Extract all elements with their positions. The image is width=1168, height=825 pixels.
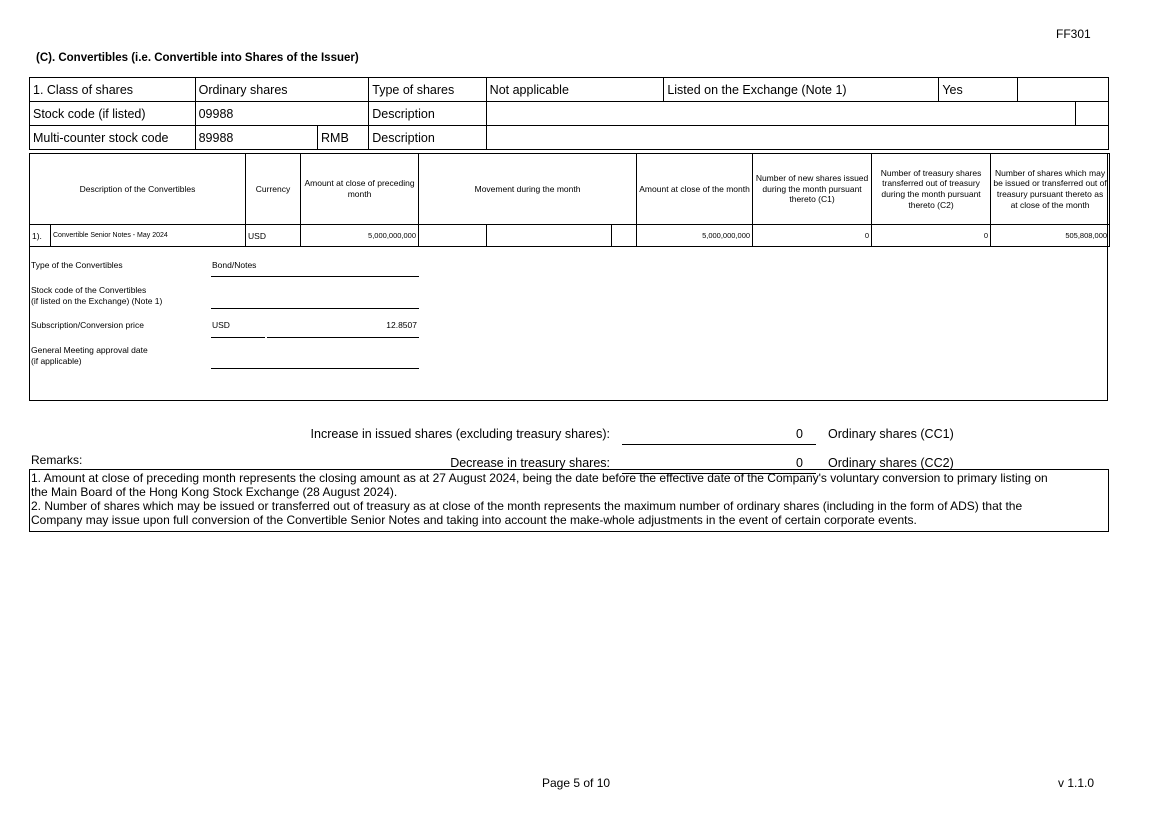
stock-code-underline (211, 308, 419, 309)
remarks-title: Remarks: (31, 453, 83, 467)
conversion-price-label: Subscription/Conversion price (31, 320, 144, 330)
increase-value: 0 (796, 427, 803, 441)
col-may-be-issued: Number of shares which may be issued or transferred out of treasury pursuant thereto as at close of the month (991, 154, 1110, 225)
col-amount-close: Amount at close of the month (637, 154, 753, 225)
col-currency: Currency (246, 154, 301, 225)
row-movement-3 (612, 225, 637, 247)
row-movement-1 (419, 225, 487, 247)
remarks-line: Company may issue upon full conversion of the Convertible Senior Notes and taking into account the make-whole adjustments in the event of certain corporate events. (31, 513, 917, 527)
remarks-box (29, 469, 1109, 532)
header-row-stock-code (30, 102, 1109, 126)
type-of-convertibles-value: Bond/Notes (212, 260, 257, 270)
row-treasury-shares: 0 (872, 225, 991, 247)
col-amount-preceding: Amount at close of preceding month (301, 154, 419, 225)
row-movement-2 (487, 225, 612, 247)
class-of-shares-value: Ordinary shares (195, 78, 369, 102)
increase-unit: Ordinary shares (CC1) (828, 427, 954, 441)
description-label: Description (369, 102, 486, 126)
row-description: Convertible Senior Notes - May 2024 (51, 225, 246, 247)
price-currency-underline (211, 337, 265, 338)
listed-label: Listed on the Exchange (Note 1) (664, 78, 939, 102)
row-currency: USD (246, 225, 301, 247)
multi-counter-label: Multi-counter stock code (30, 126, 196, 150)
share-class-header-table (29, 77, 1109, 150)
header-row-class (30, 78, 1109, 102)
increase-label: Increase in issued shares (excluding treasury shares): (310, 427, 610, 441)
multi-counter-value: 89988 (195, 126, 317, 150)
increase-underline (622, 444, 816, 445)
row-index: 1). (30, 225, 51, 247)
listed-value: Yes (939, 78, 1017, 102)
class-of-shares-label: 1. Class of shares (30, 78, 196, 102)
convertibles-header-row (30, 154, 1110, 225)
convertibles-stock-code-label: Stock code of the Convertibles (31, 285, 147, 295)
form-code: FF301 (1056, 27, 1091, 41)
version-label: v 1.1.0 (1058, 776, 1095, 790)
conversion-price-value: 12.8507 (386, 320, 417, 330)
description-blank (1075, 102, 1108, 126)
type-of-shares-value: Not applicable (486, 78, 664, 102)
multi-description-value (486, 126, 1108, 150)
approval-date-sublabel: (if applicable) (31, 356, 82, 366)
convertibles-table (29, 153, 1110, 247)
row-may-be-issued: 505,808,000 (991, 225, 1110, 247)
decrease-unit: Ordinary shares (CC2) (828, 456, 954, 470)
stock-code-label: Stock code (if listed) (30, 102, 196, 126)
header-row-multi-counter (30, 126, 1109, 150)
multi-counter-currency: RMB (318, 126, 369, 150)
row-amount-close: 5,000,000,000 (637, 225, 753, 247)
description-value (486, 102, 1075, 126)
row-new-shares: 0 (753, 225, 872, 247)
col-movement: Movement during the month (419, 154, 637, 225)
col-new-shares: Number of new shares issued during the month pursuant thereto (C1) (753, 154, 872, 225)
decrease-value: 0 (796, 456, 803, 470)
decrease-label: Decrease in treasury shares: (450, 456, 610, 470)
conversion-price-currency: USD (212, 320, 230, 330)
approval-underline (211, 368, 419, 369)
remarks-line: 1. Amount at close of preceding month represents the closing amount as at 27 August 2024, being the date before the effective date of the Company's voluntary conversion to primary listing on (31, 471, 1048, 485)
section-title: (C). Convertibles (i.e. Convertible into Shares of the Issuer) (36, 52, 359, 64)
convertibles-stock-code-sublabel: (if listed on the Exchange) (Note 1) (31, 296, 163, 306)
listed-blank (1017, 78, 1108, 102)
page-number: Page 5 of 10 (542, 776, 611, 790)
price-value-underline (267, 337, 419, 338)
col-treasury-shares: Number of treasury shares transferred out of treasury during the month pursuant thereto (C2) (872, 154, 991, 225)
type-of-shares-label: Type of shares (369, 78, 486, 102)
stock-code-value: 09988 (195, 102, 369, 126)
col-description: Description of the Convertibles (30, 154, 246, 225)
multi-description-label: Description (369, 126, 486, 150)
row-amount-preceding: 5,000,000,000 (301, 225, 419, 247)
table-row (30, 225, 1110, 247)
type-of-convertibles-label: Type of the Convertibles (31, 260, 123, 270)
remarks-line: 2. Number of shares which may be issued or transferred out of treasury as at close of the month represents the maximum number of ordinary shares (including in the form of ADS) that the (31, 499, 1023, 513)
approval-date-label: General Meeting approval date (31, 345, 148, 355)
remarks-line: the Main Board of the Hong Kong Stock Exchange (28 August 2024). (31, 485, 398, 499)
type-underline (211, 276, 419, 277)
